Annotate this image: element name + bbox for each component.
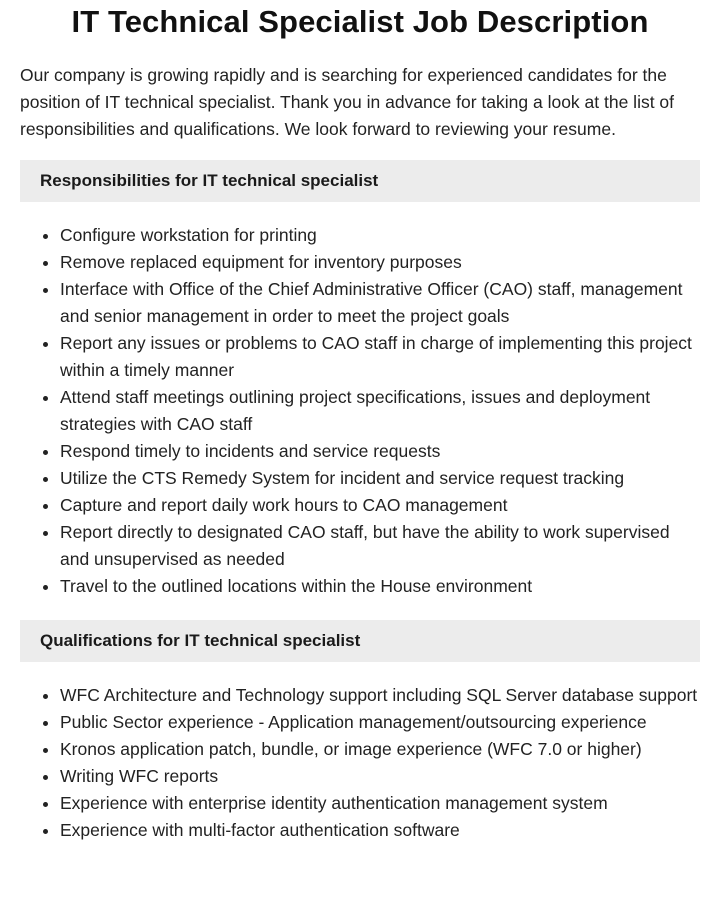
intro-paragraph: Our company is growing rapidly and is searching for experienced candidates for the position of IT technical specialist. Thank you in advance for taking a look at the list of responsibilities and qualifications. We look forward to reviewing your resume. [20,65,675,139]
list-item: • Experience with enterprise identity authentication management system [60,790,700,817]
responsibilities-heading: Responsibilities for IT technical specialist [20,160,700,202]
list-item: • Travel to the outlined locations within the House environment [60,573,700,600]
list-item: • Experience with multi-factor authentication software [60,817,700,844]
list-item: • Respond timely to incidents and service requests [60,438,700,465]
list-item: • Utilize the CTS Remedy System for incident and service request tracking [60,465,700,492]
list-item: • Capture and report daily work hours to CAO management [60,492,700,519]
qualifications-heading: Qualifications for IT technical specialist [20,620,700,662]
list-item: • Interface with Office of the Chief Administrative Officer (CAO) staff, management and senior management in order to meet the project goals [60,276,700,330]
list-item: • Remove replaced equipment for inventory purposes [60,249,700,276]
qualifications-list [20,682,700,844]
list-item: • Writing WFC reports [60,763,700,790]
list-item: • Configure workstation for printing [60,222,700,249]
list-item: • Public Sector experience - Application management/outsourcing experience [60,709,700,736]
list-item: • WFC Architecture and Technology support including SQL Server database support [60,682,700,709]
responsibilities-list [20,222,700,600]
list-item: • Report any issues or problems to CAO staff in charge of implementing this project within a timely manner [60,330,700,384]
page-title: IT Technical Specialist Job Description [71,4,649,39]
list-item: • Attend staff meetings outlining project specifications, issues and deployment strategies with CAO staff [60,384,700,438]
list-item: • Report directly to designated CAO staff, but have the ability to work supervised and unsupervised as needed [60,519,700,573]
list-item: • Kronos application patch, bundle, or image experience (WFC 7.0 or higher) [60,736,700,763]
